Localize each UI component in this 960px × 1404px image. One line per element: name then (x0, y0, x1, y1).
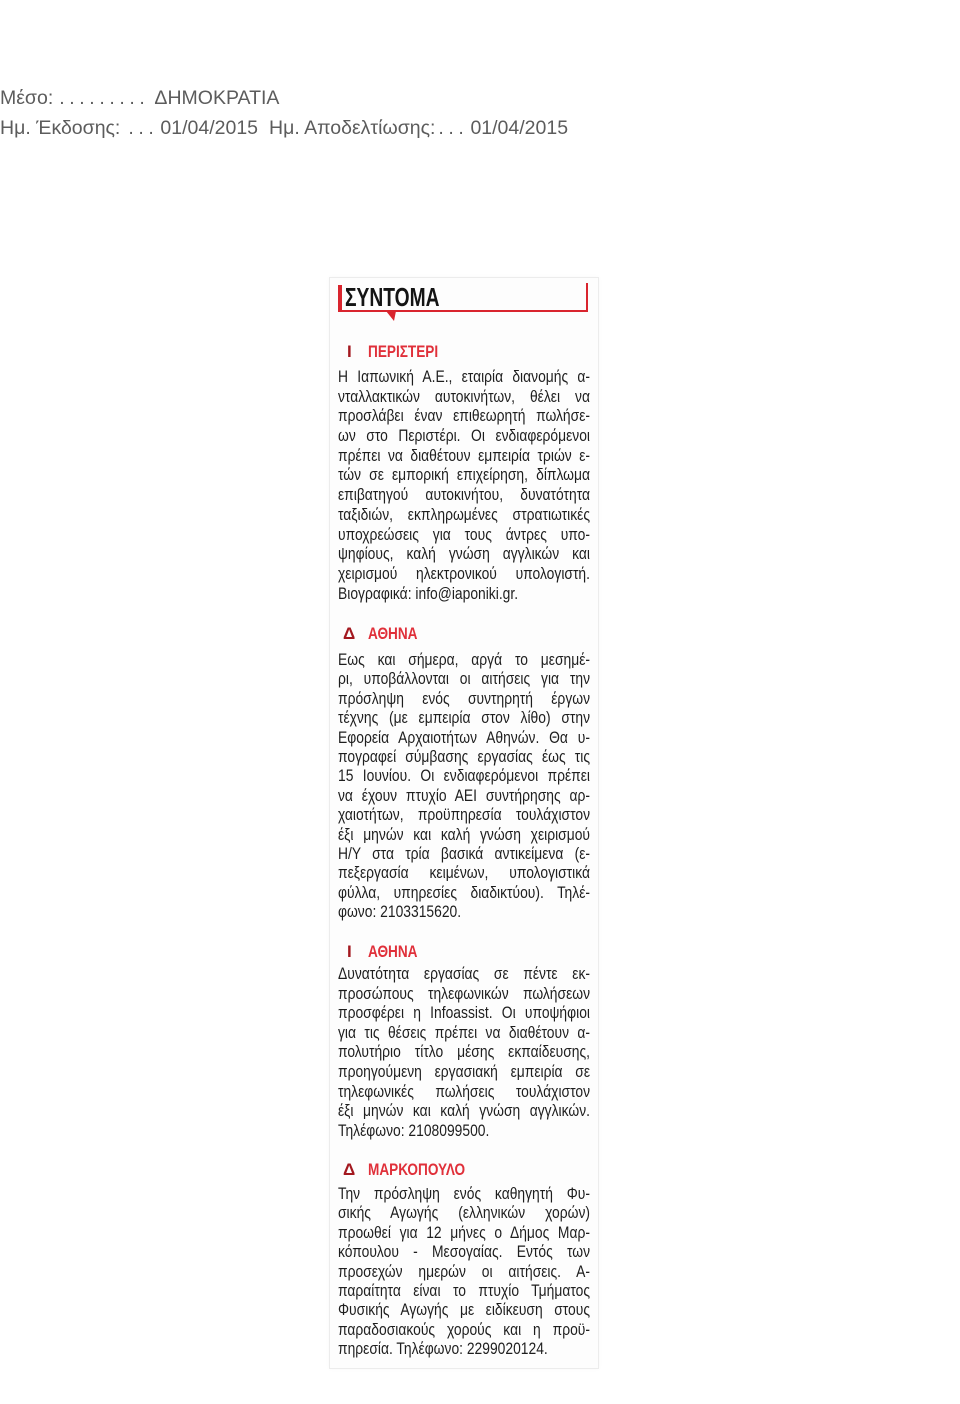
article-line: πεξεργασία κειμένων, υπολογιστικά (338, 864, 590, 883)
article-line: πηρεσία. Τηλέφωνο: 2299020124. (338, 1340, 548, 1359)
article-line: τηλεφωνικές πωλήσεις τουλάχιστον (338, 1082, 590, 1101)
article-line: ων στο Περιστέρι. Οι ενδιαφερόμενοι (338, 427, 590, 446)
source-leader: ......... (59, 87, 150, 109)
article-line: φωνο: 2103315620. (338, 903, 462, 922)
section-body (338, 368, 590, 604)
article-line: ρι, υποβάλλονται οι αιτήσεις για την (338, 670, 590, 689)
source-name: ΔΗΜΟΚΡΑΤΙΑ (154, 87, 280, 109)
article-line: Την πρόσληψη ενός καθηγητή Φυ- (338, 1185, 590, 1203)
article-line: τέχνης (με εμπειρία στον λίθο) στην (338, 709, 590, 728)
issue-date-label: Ημ. Έκδοσης: (0, 117, 121, 139)
section-header (330, 942, 598, 962)
article-line: χειρισμού ηλεκτρονικού υπολογιστή. (338, 564, 590, 583)
source-line (0, 86, 279, 110)
article-line: Φυσικής Αγωγής με ειδίκευση στους (338, 1301, 590, 1320)
section-body (338, 965, 590, 1141)
article-line: σικής Αγωγής (ελληνικών χορών) (338, 1204, 590, 1223)
clipping-date-leader: ... (438, 117, 469, 139)
article-line: Η/Υ στα τρία βασικά αντικείμενα (ε- (338, 844, 590, 863)
section-heading: ΜΑΡΚΟΠΟΥΛΟ (368, 1160, 466, 1179)
section-header (330, 624, 598, 644)
article-line: προσεχών ημερών οι αιτήσεις. Α- (338, 1262, 590, 1281)
section-heading: ΑΘΗΝΑ (368, 624, 418, 643)
article-line: προσφέρει η Infoassist. Οι υποψήφιοι (338, 1004, 590, 1023)
section-header (330, 342, 598, 362)
article-line: Εφορεία Αρχαιοτήτων Αθηνών. Θα υ- (338, 728, 590, 747)
section-body (338, 651, 590, 922)
article-line: προωθεί για 12 μήνες ο Δήμος Μαρ- (338, 1223, 590, 1242)
article-line: προσλάβει έναν επιθεωρητή πωλήσε- (338, 407, 590, 426)
section-marker: Δ (343, 1160, 356, 1179)
article-line: έξι μηνών και καλή γνώση χειρισμού (338, 825, 590, 844)
article-line: πολυτήριο τίτλο μέσης εκπαίδευσης, (338, 1043, 590, 1062)
article-line: επιβατηγού αυτοκινήτου, δυνατότητα (338, 486, 590, 505)
dates-line (0, 116, 568, 140)
newspaper-clipping (330, 278, 598, 1368)
article-line: ψηφίους, καλή γνώση αγγλικών και (338, 545, 590, 564)
issue-date-leader: ... (128, 117, 159, 139)
article-line: πογραφεί σύμβασης εργασίας έως τις (338, 747, 590, 766)
section-marker: I (347, 342, 352, 361)
article-line: Βιογραφικά: info@iaponiki.gr. (338, 584, 519, 603)
article-line: χαιοτήτων, προϋπηρεσία τουλάχιστον (338, 806, 590, 825)
section-heading: ΑΘΗΝΑ (368, 942, 418, 961)
clipping-date-label: Ημ. Αποδελτίωσης: (269, 117, 436, 139)
article-line: υποχρεώσεις για τους άντρες υπο- (338, 525, 590, 544)
article-line: Δυνατότητα εργασίας σε πέντε εκ- (338, 965, 590, 983)
clipping-date: 01/04/2015 (470, 117, 569, 139)
article-line: τών σε εμπορική επιχείρηση, δίπλωμα (338, 466, 590, 485)
article-line: πρόσληψη ενός συντηρητή έργων (338, 689, 590, 708)
article-line: κόπουλου - Μεσογαίας. Εντός των (338, 1243, 590, 1262)
section-marker: Δ (343, 624, 356, 643)
article-line: Τηλέφωνο: 2108099500. (338, 1121, 490, 1140)
section-header (330, 1160, 598, 1180)
source-label: Μέσο: (0, 87, 54, 109)
column-title: ΣΥΝΤΟΜΑ (345, 282, 440, 312)
article-line: νταλλακτικών αυτοκινήτων, θέλει να (338, 387, 590, 406)
article-line: πρέπει να διαθέτουν εμπειρία τριών ε- (338, 446, 590, 465)
title-left-bar (338, 285, 342, 312)
article-line: έξι μηνών και καλή γνώση αγγλικών. (338, 1102, 590, 1121)
article-line: παραδοσιακούς χορούς και η προϋ- (338, 1320, 590, 1339)
article-line: προηγούμενη εργασιακή εμπειρία σε (338, 1062, 590, 1081)
article-line: προσώπους τηλεφωνικών πωλήσεων (338, 984, 590, 1003)
issue-date: 01/04/2015 (160, 117, 259, 139)
article-line: ταξιδιών, εκπληρωμένες στρατιωτικές (338, 505, 590, 524)
article-line: Η Ιαπωνική Α.Ε., εταιρία διανομής α- (338, 368, 590, 386)
article-line: φύλλα, υπηρεσίες διαδικτύου). Τηλέ- (338, 883, 590, 902)
article-line: να έχουν πτυχίο ΑΕΙ συντήρησης αρ- (338, 786, 590, 805)
article-line: παραίτητα είναι το πτυχίο Τμήματος (338, 1281, 590, 1300)
section-marker: I (347, 942, 352, 961)
article-line: Εως και σήμερα, αργά το μεσημέ- (338, 651, 590, 669)
title-pointer (386, 311, 396, 321)
article-line: για τις θέσεις πρέπει να διαθέτουν α- (338, 1023, 590, 1042)
section-heading: ΠΕΡΙΣΤΕΡΙ (368, 342, 439, 361)
article-line: 15 Ιουνίου. Οι ενδιαφερόμενοι πρέπει (338, 767, 590, 786)
section-body (338, 1185, 590, 1360)
